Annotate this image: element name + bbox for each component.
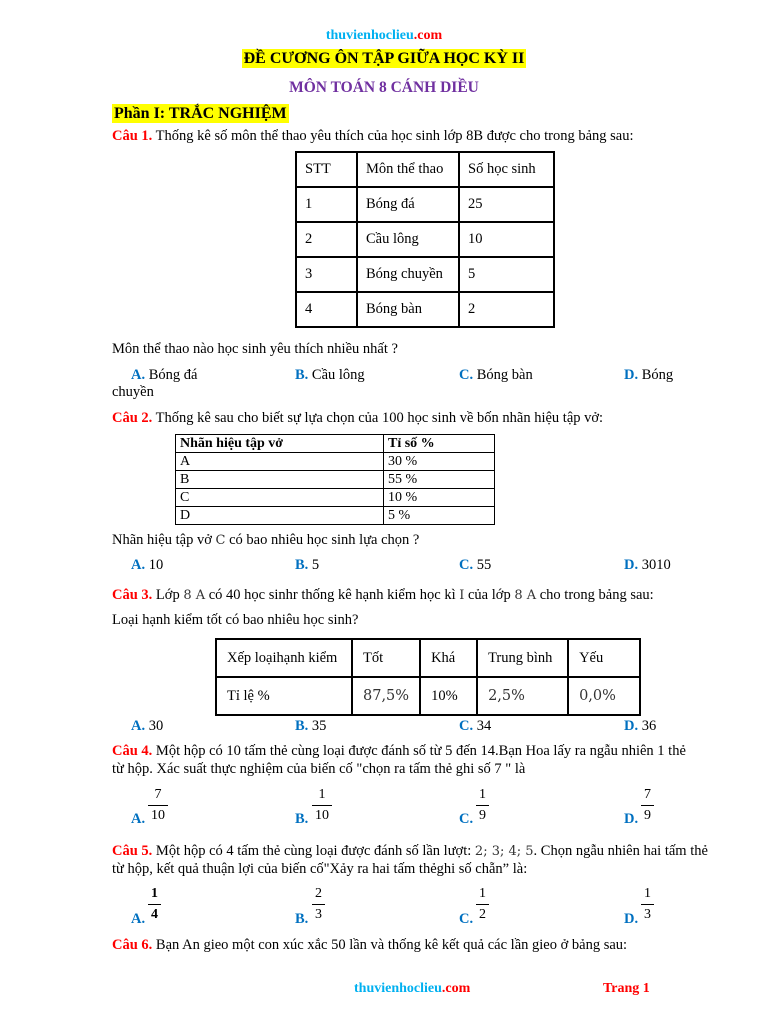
table-row: 2 Cầu lông 10: [296, 222, 554, 257]
q4-option-b[interactable]: B.: [295, 811, 309, 827]
table-row: 1 Bóng đá 25: [296, 187, 554, 222]
question-3: Câu 3. Lớp 8 A có 40 học sinhr thống kê hạnh kiểm học kì I của lớp 8 A cho trong bảng sau:: [112, 587, 654, 603]
q5-option-b[interactable]: B.: [295, 911, 309, 927]
q5-question: từ hộp, kết quả thuận lợi của biến cố"Xảy ra hai tấm thẻghi số chẵn” là:: [112, 861, 528, 877]
q4-option-a-fraction[interactable]: 7 10: [148, 787, 168, 824]
q1-option-a[interactable]: A. Bóng đá: [131, 367, 198, 383]
q3-table: [215, 638, 641, 716]
question-6: Câu 6. Bạn An gieo một con xúc xắc 50 lần và thống kê kết quả các lần gieo ở bảng sau:: [112, 937, 628, 953]
q3-option-d[interactable]: D. 36: [624, 718, 657, 734]
question-1: Câu 1. Thống kê số môn thể thao yêu thích của học sinh lớp 8B được cho trong bảng sau:: [112, 128, 634, 144]
q4-option-a[interactable]: A.: [131, 811, 146, 827]
question-5: Câu 5. Một hộp có 4 tấm thẻ cùng loại được đánh số lần lượt: 2; 3; 4; 5. Chọn ngẫu nhiên hai tấm thẻ: [112, 843, 708, 859]
document-title: ĐỀ CƯƠNG ÔN TẬP GIỮA HỌC KỲ II: [243, 50, 525, 67]
q2-option-b[interactable]: B. 5: [295, 557, 320, 573]
page-number: Trang 1: [603, 981, 650, 996]
q2-table: [175, 434, 495, 525]
site-header[interactable]: thuvienhoclieu.com: [325, 28, 443, 43]
q2-question: Nhãn hiệu tập vở C có bao nhiêu học sinh lựa chọn ?: [112, 532, 420, 548]
table-row: B 55 %: [176, 471, 495, 489]
q5-option-d-fraction[interactable]: 1 3: [641, 886, 654, 923]
table-header-row: STT Môn thể thao Số học sinh: [296, 152, 554, 187]
table-row: D 5 %: [176, 507, 495, 525]
q2-option-d[interactable]: D. 3010: [624, 557, 671, 573]
table-header-row: Nhãn hiệu tập vở Tỉ số %: [176, 435, 495, 453]
q5-option-a[interactable]: A.: [131, 911, 146, 927]
q1-option-d[interactable]: D. Bóng: [624, 367, 674, 383]
q5-option-a-fraction[interactable]: 1 4: [148, 886, 161, 923]
q1-option-d-wrap: chuyền: [112, 384, 154, 400]
q5-option-b-fraction[interactable]: 2 3: [312, 886, 325, 923]
q3-option-b[interactable]: B. 35: [295, 718, 327, 734]
q1-option-c[interactable]: C. Bóng bàn: [459, 367, 533, 383]
q3-option-a[interactable]: A. 30: [131, 718, 164, 734]
q4-option-d-fraction[interactable]: 7 9: [641, 787, 654, 824]
site-footer[interactable]: thuvienhoclieu.com: [354, 981, 471, 996]
q5-option-c-fraction[interactable]: 1 2: [476, 886, 489, 923]
q3-option-c[interactable]: C. 34: [459, 718, 492, 734]
table-row: Tỉ lệ % 87,5% 10% 2,5% 0,0%: [216, 677, 640, 715]
q1-option-b[interactable]: B. Cầu lông: [295, 367, 365, 383]
q2-option-c[interactable]: C. 55: [459, 557, 492, 573]
q4-question: từ hộp. Xác suất thực nghiệm của biến cố "chọn ra tấm thẻ ghi số 7 " là: [112, 761, 526, 777]
q4-option-c[interactable]: C.: [459, 811, 474, 827]
question-4: Câu 4. Một hộp có 10 tấm thẻ cùng loại được đánh số từ 5 đến 14.Bạn Hoa lấy ra ngẫu nhiên 1 thẻ: [112, 743, 686, 759]
q4-option-d[interactable]: D.: [624, 811, 639, 827]
table-header-row: Xếp loạihạnh kiểm Tốt Khá Trung bình Yếu: [216, 639, 640, 677]
q4-option-c-fraction[interactable]: 1 9: [476, 787, 489, 824]
question-2: Câu 2. Thống kê sau cho biết sự lựa chọn của 100 học sinh về bốn nhãn hiệu tập vở:: [112, 410, 604, 426]
q3-question: Loại hạnh kiểm tốt có bao nhiêu học sinh?: [112, 612, 359, 628]
q5-option-c[interactable]: C.: [459, 911, 474, 927]
section-heading: Phần I: TRẮC NGHIỆM: [114, 105, 287, 122]
table-row: 4 Bóng bàn 2: [296, 292, 554, 327]
table-row: 3 Bóng chuyền 5: [296, 257, 554, 292]
q5-option-d[interactable]: D.: [624, 911, 639, 927]
table-row: A 30 %: [176, 453, 495, 471]
q4-option-b-fraction[interactable]: 1 10: [312, 787, 332, 824]
q1-table: [295, 151, 555, 328]
document-subtitle: MÔN TOÁN 8 CÁNH DIỀU: [289, 79, 479, 96]
q1-question: Môn thể thao nào học sinh yêu thích nhiều nhất ?: [112, 341, 398, 357]
q2-option-a[interactable]: A. 10: [131, 557, 164, 573]
table-row: C 10 %: [176, 489, 495, 507]
